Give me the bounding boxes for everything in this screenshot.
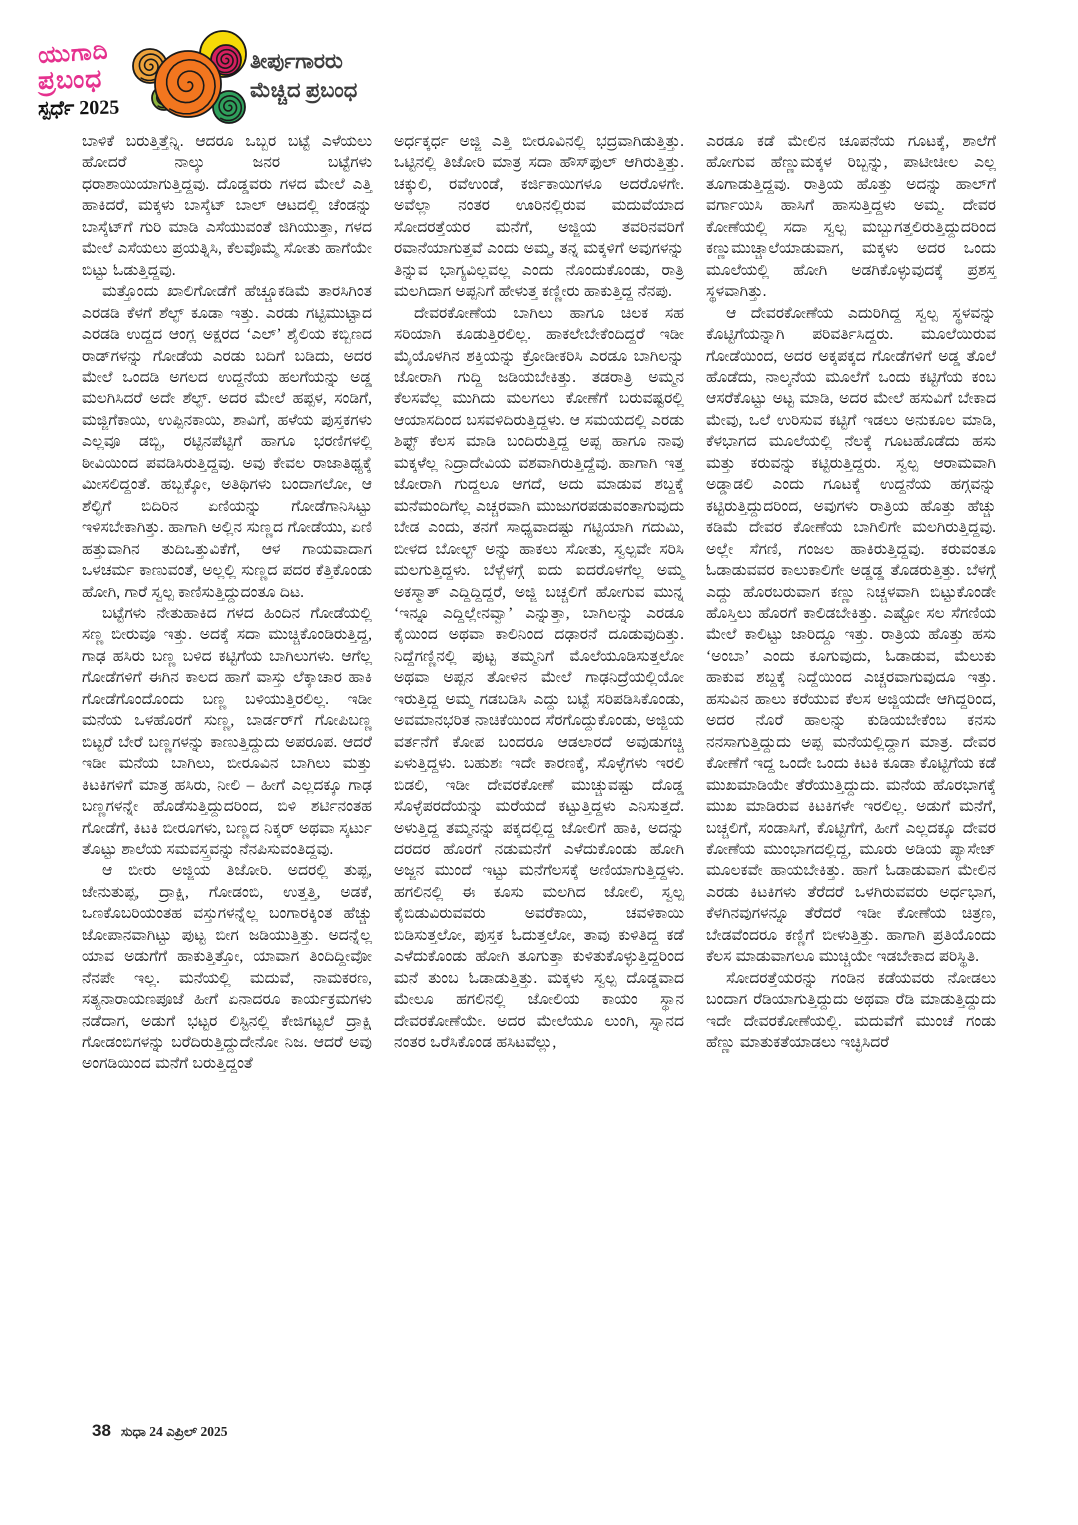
issue-date: 24 ಎಪ್ರಿಲ್ 2025 (149, 1424, 228, 1439)
paragraph: ಆ ದೇವರಕೋಣೆಯ ಎದುರಿಗಿದ್ದ ಸ್ವಲ್ಪ ಸ್ಥಳವನ್ನು ಕೊಟ್ಟಿಗೆಯನ್ನಾಗಿ ಪರಿವರ್ತಿಸಿದ್ದರು. ಮೂಲೆಯಿರುವ ಗೋಡೆಯಿಂದ, ಅದರ ಅಕ್ಕಪಕ್ಕದ ಗೋಡೆಗಳಿಗೆ ಅಡ್ಡ ತೊಲೆ ಹೊಡೆದು, ನಾಲ್ಕನೆಯ ಮೂಲೆಗೆ ಒಂದು ಕಟ್ಟಿಗೆಯ ಕಂಬ ಆಸರೆಕೊಟ್ಟು ಅಟ್ಟ ಮಾಡಿ, ಅದರ ಮೇಲೆ ಹಸುವಿಗೆ ಬೇಕಾದ ಮೇವು, ಒಲೆ ಉರಿಸುವ ಕಟ್ಟಿಗೆ ಇಡಲು ಅನುಕೂಲ ಮಾಡಿ, ಕೆಳಭಾಗದ ಮೂಲೆಯಲ್ಲಿ ನೆಲಕ್ಕೆ ಗೂಟಹೊಡೆದು ಹಸು ಮತ್ತು ಕರುವನ್ನು ಕಟ್ಟಿರುತ್ತಿದ್ದರು. ಸ್ವಲ್ಪ ಆರಾಮವಾಗಿ ಅಡ್ಡಾಡಲಿ ಎಂದು ಗೂಟಕ್ಕೆ ಉದ್ದನೆಯ ಹಗ್ಗವನ್ನು ಕಟ್ಟಿರುತ್ತಿದ್ದುದರಿಂದ, ಅವುಗಳು ರಾತ್ರಿಯ ಹೊತ್ತು ಹೆಚ್ಚು ಕಡಿಮೆ ದೇವರ ಕೋಣೆಯ ಬಾಗಿಲಿಗೇ ಮಲಗಿರುತ್ತಿದ್ದವು. ಅಲ್ಲೇ ಸೆಗಣಿ, ಗಂಜಲ ಹಾಕಿರುತ್ತಿದ್ದವು. ಕರುವಂತೂ ಓಡಾಡುವವರ ಕಾಲುಕಾಲಿಗೇ ಅಡ್ಡಡ್ಡ ತೊಡರುತ್ತಿತ್ತು. ಬೆಳಗ್ಗೆ ಎದ್ದು ಹೊರಬರುವಾಗ ಕಣ್ಣು ನಿಚ್ಚಳವಾಗಿ ಬಿಟ್ಟುಕೊಂಡೇ ಹೊಸ್ತಿಲು ಹೊರಗೆ ಕಾಲಿಡಬೇಕಿತ್ತು. ಎಷ್ಟೋ ಸಲ ಸೆಗಣಿಯ ಮೇಲೆ ಕಾಲಿಟ್ಟು ಜಾರಿದ್ದೂ ಇತ್ತು. ರಾತ್ರಿಯ ಹೊತ್ತು ಹಸು ‘ಅಂಬಾ’ ಎಂದು ಕೂಗುವುದು, ಓಡಾಡುವ, ಮೆಲುಕು ಹಾಕುವ ಶಬ್ದಕ್ಕೆ ನಿದ್ದೆಯಿಂದ ಎಚ್ಚರವಾಗುವುದೂ ಇತ್ತು. ಹಸುವಿನ ಹಾಲು ಕರೆಯುವ ಕೆಲಸ ಅಜ್ಜಿಯದೇ ಆಗಿದ್ದರಿಂದ, ಅದರ ನೊರೆ ಹಾಲನ್ನು ಕುಡಿಯಬೇಕೆಂಬ ಕನಸು ನನಸಾಗುತ್ತಿದ್ದುದು ಅಪ್ಪ ಮನೆಯಲ್ಲಿದ್ದಾಗ ಮಾತ್ರ. ದೇವರ ಕೋಣೆಗೆ ಇದ್ದ ಒಂದೇ ಒಂದು ಕಿಟಕಿ ಕೂಡಾ ಕೊಟ್ಟಿಗೆಯ ಕಡೆ ಮುಖಮಾಡಿಯೇ ತೆರೆಯುತ್ತಿದ್ದುದು. ಮನೆಯ ಹೊರಭಾಗಕ್ಕೆ ಮುಖ ಮಾಡಿರುವ ಕಿಟಕಿಗಳೇ ಇರಲಿಲ್ಲ. ಅಡುಗೆ ಮನೆಗೆ, ಬಚ್ಚಲಿಗೆ, ಸಂಡಾಸಿಗೆ, ಕೊಟ್ಟಿಗೆಗೆ, ಹೀಗೆ ಎಲ್ಲದಕ್ಕೂ ದೇವರ ಕೋಣೆಯ ಮುಂಭಾಗದಲ್ಲಿದ್ದ, ಮೂರು ಅಡಿಯ ಪ್ಯಾಸೇಜ್ ಮೂಲಕವೇ ಹಾಯಬೇಕಿತ್ತು. ಹಾಗೆ ಓಡಾಡುವಾಗ ಮೇಲಿನ ಎರಡು ಕಿಟಕಿಗಳು ತೆರೆದರೆ ಒಳಗಿರುವವರು ಅರ್ಧಭಾಗ, ಕೆಳಗಿನವುಗಳನ್ನೂ ತೆರೆದರೆ ಇಡೀ ಕೋಣೆಯ ಚಿತ್ರಣ, ಬೇಡವೆಂದರೂ ಕಣ್ಣಿಗೆ ಬೀಳುತ್ತಿತ್ತು. ಹಾಗಾಗಿ ಪ್ರತಿಯೊಂದು ಕೆಲಸ ಮಾಡುವಾಗಲೂ ಮುಚ್ಚಿಯೇ ಇಡಬೇಕಾದ ಪರಿಸ್ಥಿತಿ. (706, 304, 996, 966)
footer-magazine-info (121, 1424, 228, 1439)
text-column-3 (706, 131, 996, 1075)
spiral-flowers-logo-icon (128, 26, 256, 130)
text-column-1 (82, 131, 372, 1075)
paragraph: ಆ ಬೀರು ಅಜ್ಜಿಯ ತಿಜೋರಿ. ಅದರಲ್ಲಿ ತುಪ್ಪ, ಜೇನುತುಪ್ಪ, ದ್ರಾಕ್ಷಿ, ಗೋಡಂಬಿ, ಉತ್ತತ್ತಿ, ಅಡಕೆ, ಒಣಕೊಬರಿಯಂತಹ ವಸ್ತುಗಳನ್ನೆಲ್ಲ ಬಂಗಾರಕ್ಕಿಂತ ಹೆಚ್ಚು ಜೋಪಾನವಾಗಿಟ್ಟು ಪುಟ್ಟ ಬೀಗ ಜಡಿಯುತ್ತಿತ್ತು. ಅದನ್ನೆಲ್ಲ ಯಾವ ಅಡುಗೆಗೆ ಹಾಕುತ್ತಿತ್ತೋ, ಯಾವಾಗ ತಿಂದಿದ್ದೀವೋ ನೆನಪೇ ಇಲ್ಲ. ಮನೆಯಲ್ಲಿ ಮದುವೆ, ನಾಮಕರಣ, ಸತ್ಯನಾರಾಯಣಪೂಜೆ ಹೀಗೆ ಏನಾದರೂ ಕಾರ್ಯಕ್ರಮಗಳು ನಡೆದಾಗ, ಅಡುಗೆ ಭಟ್ಟರ ಲಿಸ್ಟಿನಲ್ಲಿ ಕೇಜಿಗಟ್ಟಲೆ ದ್ರಾಕ್ಷಿ ಗೋಡಂಬಿಗಳನ್ನು ಬರೆದಿರುತ್ತಿದ್ದುದೇನೋ ನಿಜ. ಆದರೆ ಅವು ಅಂಗಡಿಯಿಂದ ಮನೆಗೆ ಬರುತ್ತಿದ್ದಂತೆ (82, 862, 372, 1073)
magazine-name: ಸುಧಾ (120, 1424, 146, 1439)
paragraph: ದೇವರಕೋಣೆಯ ಬಾಗಿಲು ಹಾಗೂ ಚಿಲಕ ಸಹ ಸರಿಯಾಗಿ ಕೂಡುತ್ತಿರಲಿಲ್ಲ. ಹಾಕಲೇಬೇಕೆಂದಿದ್ದರೆ ಇಡೀ ಮೈಯೊಳಗಿನ ಶಕ್ತಿಯನ್ನು ಕ್ರೋಡೀಕರಿಸಿ ಎರಡೂ ಬಾಗಿಲನ್ನು ಜೋರಾಗಿ ಗುದ್ದಿ ಜಡಿಯಬೇಕಿತ್ತು. ತಡರಾತ್ರಿ ಅಮ್ಮನ ಕೆಲಸವೆಲ್ಲ ಮುಗಿದು ಮಲಗಲು ಕೋಣೆಗೆ ಬರುವಷ್ಟರಲ್ಲಿ ಆಯಾಸದಿಂದ ಬಸವಳಿದಿರುತ್ತಿದ್ದಳು. ಆ ಸಮಯದಲ್ಲಿ ಎರಡು ಶಿಫ್ಟ್ ಕೆಲಸ ಮಾಡಿ ಬಂದಿರುತ್ತಿದ್ದ ಅಪ್ಪ ಹಾಗೂ ನಾವು ಮಕ್ಕಳೆಲ್ಲ ನಿದ್ರಾದೇವಿಯ ವಶವಾಗಿರುತ್ತಿದ್ದೆವು. ಹಾಗಾಗಿ ಇತ್ತ ಜೋರಾಗಿ ಗುದ್ದಲೂ ಆಗದೆ, ಅದು ಮಾಡುವ ಶಬ್ದಕ್ಕೆ ಮನೆಮಂದಿಗೆಲ್ಲ ಎಚ್ಚರವಾಗಿ ಮುಜುಗರಪಡುವಂತಾಗುವುದು ಬೇಡ ಎಂದು, ತನಗೆ ಸಾಧ್ಯವಾದಷ್ಟು ಗಟ್ಟಿಯಾಗಿ ಗದುಮಿ, ಬೀಳದ ಬೋಲ್ಟ್ ಅನ್ನು ಹಾಕಲು ಸೋತು, ಸ್ವಲ್ಪವೇ ಸರಿಸಿ ಮಲಗುತ್ತಿದ್ದಳು. ಬೆಳ್ಬೆಳಗ್ಗೆ ಐದು ಐದರೊಳಗೆಲ್ಲ ಅಮ್ಮ ಅಕಸ್ಮಾತ್ ಎದ್ದಿದ್ದಿದ್ದರೆ, ಅಜ್ಜಿ ಬಚ್ಚಲಿಗೆ ಹೋಗುವ ಮುನ್ನ ‘ಇನ್ನೂ ಎದ್ದಿಲ್ಲೇನವ್ವಾ’ ಎನ್ನುತ್ತಾ, ಬಾಗಿಲನ್ನು ಎರಡೂ ಕೈಯಿಂದ ಅಥವಾ ಕಾಲಿನಿಂದ ದಢಾರನೆ ದೂಡುವುದಿತ್ತು. ನಿದ್ದೆಗಣ್ಣಿನಲ್ಲಿ ಪುಟ್ಟ ತಮ್ಮನಿಗೆ ಮೊಲೆಯೂಡಿಸುತ್ತಲೋ ಅಥವಾ ಅಪ್ಪನ ತೋಳಿನ ಮೇಲೆ ಗಾಢನಿದ್ರೆಯಲ್ಲಿಯೋ ಇರುತ್ತಿದ್ದ ಅಮ್ಮ ಗಡಬಡಿಸಿ ಎದ್ದು ಬಟ್ಟೆ ಸರಿಪಡಿಸಿಕೊಂಡು, ಅವಮಾನಭರಿತ ನಾಚಿಕೆಯಿಂದ ಸೆರಗೊದ್ದುಕೊಂಡು, ಅಜ್ಜಿಯ ವರ್ತನೆಗೆ ಕೋಪ ಬಂದರೂ ಆಡಲಾರದೆ ಅವುಡುಗಚ್ಚಿ ಏಳುತ್ತಿದ್ದಳು. ಬಹುಶಃ ಇದೇ ಕಾರಣಕ್ಕೆ, ಸೊಳ್ಳೆಗಳು ಇರಲಿ ಬಿಡಲಿ, ಇಡೀ ದೇವರಕೋಣೆ ಮುಚ್ಚುವಷ್ಟು ದೊಡ್ಡ ಸೊಳ್ಳೆಪರದೆಯನ್ನು ಮರೆಯದೆ ಕಟ್ಟುತ್ತಿದ್ದಳು ಎನಿಸುತ್ತದೆ. ಅಳುತ್ತಿದ್ದ ತಮ್ಮನನ್ನು ಪಕ್ಕದಲ್ಲಿದ್ದ ಜೋಲಿಗೆ ಹಾಕಿ, ಅದನ್ನು ದರದರ ಹೊರಗೆ ನಡುಮನೆಗೆ ಎಳೆದುಕೊಂಡು ಹೋಗಿ ಅಜ್ಜನ ಮುಂದೆ ಇಟ್ಟು ಮನೆಗೆಲಸಕ್ಕೆ ಅಣಿಯಾಗುತ್ತಿದ್ದಳು. ಹಗಲಿನಲ್ಲಿ ಈ ಕೂಸು ಮಲಗಿದ ಜೋಲಿ, ಸ್ವಲ್ಪ ಕೈಬಿಡುವಿರುವವರು ಅವರೆಕಾಯಿ, ಚವಳಿಕಾಯಿ ಬಿಡಿಸುತ್ತಲೋ, ಪುಸ್ತಕ ಓದುತ್ತಲೋ, ತಾವು ಕುಳಿತಿದ್ದ ಕಡೆ ಎಳೆದುಕೊಂಡು ಹೋಗಿ ತೂಗುತ್ತಾ ಕುಳಿತುಕೊಳ್ಳುತ್ತಿದ್ದರಿಂದ ಮನೆ ತುಂಬ ಓಡಾಡುತ್ತಿತ್ತು. ಮಕ್ಕಳು ಸ್ವಲ್ಪ ದೊಡ್ಡವಾದ ಮೇಲೂ ಹಗಲಿನಲ್ಲಿ ಜೋಲಿಯ ಕಾಯಂ ಸ್ಥಾನ ದೇವರಕೋಣೆಯೇ. ಅದರ ಮೇಲೆಯೂ ಲುಂಗಿ, ಸ್ನಾನದ ನಂತರ ಒರೆಸಿಕೊಂಡ ಹಸಿಟವೆಲ್ಲು, (394, 304, 684, 1052)
page-footer (92, 1421, 228, 1441)
masthead-word-2: ಪ್ರಬಂಧ (37, 65, 103, 95)
text-column-2 (394, 131, 684, 1075)
judges-choice-badge (250, 47, 357, 105)
badge-line-1: ತೀರ್ಪುಗಾರರು (250, 49, 343, 73)
page-number: 38 (92, 1421, 111, 1440)
masthead-word-1: ಯುಗಾದಿ (37, 38, 110, 68)
article-body (82, 131, 995, 1075)
paragraph: ಅರ್ಧಕ್ಕರ್ಧ ಅಜ್ಜಿ ಎತ್ತಿ ಬೀರೂವಿನಲ್ಲಿ ಭದ್ರವಾಗಿಡುತ್ತಿತ್ತು. ಒಟ್ಟಿನಲ್ಲಿ ತಿಜೋರಿ ಮಾತ್ರ ಸದಾ ಹೌಸ್‌ಫುಲ್ ಆಗಿರುತ್ತಿತ್ತು. ಚಕ್ಕುಲಿ, ರವೆಉಂಡೆ, ಕರ್ಜಿಕಾಯಿಗಳೂ ಅದರೊಳಗೇ. ಅವೆಲ್ಲಾ ನಂತರ ಊರಿನಲ್ಲಿರುವ ಮದುವೆಯಾದ ಸೋದರತ್ತೆಯರ ಮನೆಗೆ, ಅಜ್ಜಿಯ ತವರಿನವರಿಗೆ ರವಾನೆಯಾಗುತ್ತವೆ ಎಂದು ಅಮ್ಮ, ತನ್ನ ಮಕ್ಕಳಿಗೆ ಅವುಗಳನ್ನು ತಿನ್ನುವ ಭಾಗ್ಯವಿಲ್ಲವಲ್ಲ ಎಂದು ನೊಂದುಕೊಂಡು, ರಾತ್ರಿ ಮಲಗಿದಾಗ ಅಪ್ಪನಿಗೆ ಹೇಳುತ್ತ ಕಣ್ಣೀರು ಹಾಕುತ್ತಿದ್ದ ನೆನಪು. (394, 133, 684, 301)
paragraph: ಬಟ್ಟೆಗಳು ನೇತುಹಾಕಿದ ಗಳದ ಹಿಂದಿನ ಗೋಡೆಯಲ್ಲಿ ಸಣ್ಣ ಬೀರುವೂ ಇತ್ತು. ಅದಕ್ಕೆ ಸದಾ ಮುಚ್ಚಿಕೊಂಡಿರುತ್ತಿದ್ದ, ಗಾಢ ಹಸಿರು ಬಣ್ಣ ಬಳಿದ ಕಟ್ಟಿಗೆಯ ಬಾಗಿಲುಗಳು. ಆಗೆಲ್ಲ ಗೋಡೆಗಳಿಗೆ ಈಗಿನ ಕಾಲದ ಹಾಗೆ ವಾಸ್ತು ಲೆಕ್ಕಾಚಾರ ಹಾಕಿ ಗೋಡೆಗೊಂದೊಂದು ಬಣ್ಣ ಬಳಿಯುತ್ತಿರಲಿಲ್ಲ. ಇಡೀ ಮನೆಯ ಒಳಹೊರಗೆ ಸುಣ್ಣ, ಬಾರ್ಡರ್‌ಗೆ ಗೋಪಿಬಣ್ಣ ಬಿಟ್ಟರೆ ಬೇರೆ ಬಣ್ಣಗಳನ್ನು ಕಾಣುತ್ತಿದ್ದುದು ಅಪರೂಪ. ಆದರೆ ಇಡೀ ಮನೆಯ ಬಾಗಿಲು, ಬೀರೂವಿನ ಬಾಗಿಲು ಮತ್ತು ಕಿಟಕಿಗಳಿಗೆ ಮಾತ್ರ ಹಸಿರು, ನೀಲಿ – ಹೀಗೆ ಎಲ್ಲದಕ್ಕೂ ಗಾಢ ಬಣ್ಣಗಳನ್ನೇ ಹೊಡೆಸುತ್ತಿದ್ದುದರಿಂದ, ಬಿಳಿ ಶರ್ಟಿನಂತಹ ಗೋಡೆಗೆ, ಕಿಟಕಿ ಬೀರೂಗಳು, ಬಣ್ಣದ ನಿಕ್ಕರ್ ಅಥವಾ ಸ್ಕರ್ಟು ತೊಟ್ಟು ಶಾಲೆಯ ಸಮವಸ್ತ್ರವನ್ನು ನೆನಪಿಸುವಂತಿದ್ದವು. (82, 604, 372, 858)
masthead-word-3: ಸ್ಪರ್ಧೆ 2025 (37, 96, 120, 121)
paragraph: ಮತ್ತೊಂದು ಖಾಲಿಗೋಡೆಗೆ ಹೆಚ್ಚೂಕಡಿಮೆ ತಾರಸಿಗಿಂತ ಎರಡಡಿ ಕೆಳಗೆ ಶೆಲ್ಫ್ ಕೂಡಾ ಇತ್ತು. ಎರಡು ಗಟ್ಟಿಮುಟ್ಟಾದ ಎರಡಡಿ ಉದ್ದದ ಆಂಗ್ಲ ಅಕ್ಷರದ ‘ಎಲ್’ ಶೈಲಿಯ ಕಬ್ಬಿಣದ ರಾಡ್‌ಗಳನ್ನು ಗೋಡೆಯ ಎರಡು ಬದಿಗೆ ಬಡಿದು, ಅದರ ಮೇಲೆ ಒಂದಡಿ ಅಗಲದ ಉದ್ದನೆಯ ಹಲಗೆಯನ್ನು ಅಡ್ಡ ಮಲಗಿಸಿದರೆ ಅದೇ ಶೆಲ್ಫ್. ಅದರ ಮೇಲೆ ಹಪ್ಪಳ, ಸಂಡಿಗೆ, ಮಜ್ಜಿಗೆಕಾಯಿ, ಉಪ್ಪಿನಕಾಯಿ, ಶಾವಿಗೆ, ಹಳೆಯ ಪುಸ್ತಕಗಳು ಎಲ್ಲವೂ ಡಬ್ಬಿ, ರಟ್ಟಿನಪೆಟ್ಟಿಗೆ ಹಾಗೂ ಭರಣಿಗಳಲ್ಲಿ ಠೀವಿಯಿಂದ ಪವಡಿಸಿರುತ್ತಿದ್ದವು. ಅವು ಕೇವಲ ರಾಜಾತಿಥ್ಯಕ್ಕೆ ಮೀಸಲಿದ್ದಂತೆ. ಹಬ್ಬಕ್ಕೋ, ಅತಿಥಿಗಳು ಬಂದಾಗಲೋ, ಆ ಶೆಲ್ಫಿಗೆ ಬಿದಿರಿನ ಏಣಿಯನ್ನು ಗೋಡೆಗಾನಿಸಿಟ್ಟು ಇಳಿಸಬೇಕಾಗಿತ್ತು. ಹಾಗಾಗಿ ಅಲ್ಲಿನ ಸುಣ್ಣದ ಗೋಡೆಯು, ಏಣಿ ಹತ್ತುವಾಗಿನ ತುದಿಒತ್ತುವಿಕೆಗೆ, ಆಳ ಗಾಯವಾದಾಗ ಒಳಚರ್ಮ ಕಾಣುವಂತೆ, ಅಲ್ಲಲ್ಲಿ ಸುಣ್ಣದ ಪದರ ಕೆತ್ತಿಕೊಂಡು ಹೋಗಿ, ಗಾರೆ ಸ್ವಲ್ಪ ಕಾಣಿಸುತ್ತಿದ್ದುದಂತೂ ದಿಟ. (82, 283, 372, 601)
paragraph: ಎರಡೂ ಕಡೆ ಮೇಲಿನ ಚೂಪನೆಯ ಗೂಟಕ್ಕೆ, ಶಾಲೆಗೆ ಹೋಗುವ ಹೆಣ್ಣುಮಕ್ಕಳ ರಿಬ್ಬನ್ನು, ಪಾಟೀಚೀಲ ಎಲ್ಲ ತೂಗಾಡುತ್ತಿದ್ದವು. ರಾತ್ರಿಯ ಹೊತ್ತು ಅದನ್ನು ಹಾಲ್‌ಗೆ ವರ್ಗಾಯಿಸಿ ಹಾಸಿಗೆ ಹಾಸುತ್ತಿದ್ದಳು ಅಮ್ಮ. ದೇವರ ಕೋಣೆಯಲ್ಲಿ ಸದಾ ಸ್ವಲ್ಪ ಮಬ್ಬುಗತ್ತಲಿರುತ್ತಿದ್ದುದರಿಂದ ಕಣ್ಣುಮುಚ್ಚಾಲೆಯಾಡುವಾಗ, ಮಕ್ಕಳು ಅದರ ಒಂದು ಮೂಲೆಯಲ್ಲಿ ಹೋಗಿ ಅಡಗಿಕೊಳ್ಳುವುದಕ್ಕೆ ಪ್ರಶಸ್ತ ಸ್ಥಳವಾಗಿತ್ತು. (706, 133, 996, 301)
paragraph: ಬಾಳಿಕೆ ಬರುತ್ತಿತ್ತೆನ್ನಿ. ಆದರೂ ಒಬ್ಬರ ಬಟ್ಟೆ ಎಳೆಯಲು ಹೋದರೆ ನಾಲ್ಕು ಜನರ ಬಟ್ಟೆಗಳು ಧರಾಶಾಯಿಯಾಗುತ್ತಿದ್ದವು. ದೊಡ್ಡವರು ಗಳದ ಮೇಲೆ ಎತ್ತಿ ಹಾಕಿದರೆ, ಮಕ್ಕಳು ಬಾಸ್ಕೆಟ್ ಬಾಲ್ ಆಟದಲ್ಲಿ ಚೆಂಡನ್ನು ಬಾಸ್ಕೆಟ್‌ಗೆ ಗುರಿ ಮಾಡಿ ಎಸೆಯುವಂತೆ ಜಿಗಿಯುತ್ತಾ, ಗಳದ ಮೇಲೆ ಎಸೆಯಲು ಪ್ರಯತ್ನಿಸಿ, ಕೆಲವೊಮ್ಮೆ ಸೋತು ಹಾಗೆಯೇ ಬಿಟ್ಟು ಓಡುತ್ತಿದ್ದವು. (82, 133, 372, 279)
paragraph: ಸೋದರತ್ತೆಯರನ್ನು ಗಂಡಿನ ಕಡೆಯವರು ನೋಡಲು ಬಂದಾಗ ರೆಡಿಯಾಗುತ್ತಿದ್ದುದು ಅಥವಾ ರೆಡಿ ಮಾಡುತ್ತಿದ್ದುದು ಇದೇ ದೇವರಕೋಣೆಯಲ್ಲಿ. ಮದುವೆಗೆ ಮುಂಚೆ ಗಂಡು ಹೆಣ್ಣು ಮಾತುಕತೆಯಾಡಲು ಇಚ್ಛಿಸಿದರೆ (706, 969, 996, 1052)
badge-line-2: ಮೆಚ್ಚಿದ ಪ್ರಬಂಧ (250, 78, 358, 102)
